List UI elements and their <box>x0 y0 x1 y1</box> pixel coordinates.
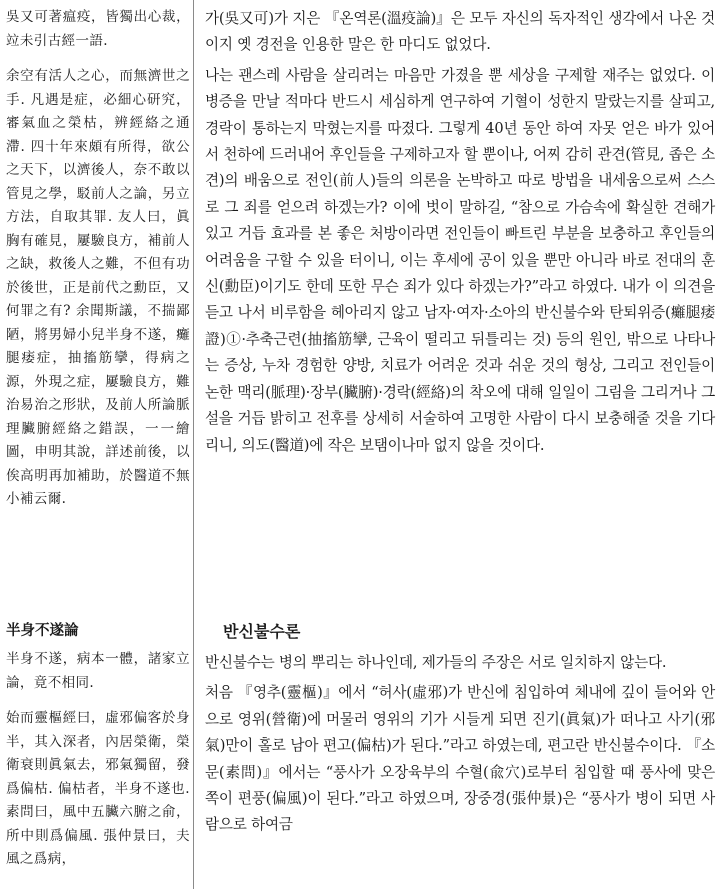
korean-translation-column <box>205 0 715 889</box>
right-paragraph-1: 가(吳又可)가 지은 『온역론(溫疫論)』은 모두 자신의 독자적인 생각에서 나온 것이지 옛 경전을 인용한 말은 한 마디도 없었다. <box>205 10 715 54</box>
left-top-block <box>6 6 190 524</box>
left-bottom-block <box>6 620 190 884</box>
right-paragraph-4: 처음 『영추(靈樞)』에서 “허사(虛邪)가 반신에 침입하여 체내에 깊이 들어와 안으로 영위(營衛)에 머물러 영위의 기가 시들게 되면 진기(眞氣)가 떠나고 사기(邪氣)만이 홀로 남아 편고(偏枯)가 된다.”라고 하였는데, 편고란 반신불수이다. 『소문(素問)』에서는 “풍사가 오장육부의 수혈(兪穴)로부터 침입할 때 풍사에 맞은 쪽이 편풍(偏風)이 된다.”라고 하였으며, 장중경(張仲景)은 “풍사가 병이 되면 사람으로 하여금 <box>205 684 715 834</box>
right-bottom-block <box>205 620 715 843</box>
left-paragraph-2: 余空有活人之心，而無濟世之手. 凡遇是症，必細心研究，審氣血之榮枯，辨經絡之通滯. 四十年來頗有所得，欲公之天下，以濟後人，奈不敢以管見之學，駁前人之論，另立方法，自取其罪. 友人曰，眞胸有確見，屢驗良方，補前人之缺，救後人之難，不但有功於後世，正是前代之勳臣，又何罪之有? 余聞斯議，不揣鄙陋，將男婦小兒半身不遂，癱腿痿症，抽搐筋攣，得病之源，外現之症，屢驗良方，難治易治之形狀，及前人所論脈理臟腑經絡之錯誤，一一繪圖，申明其說，詳述前後，以俟高明再加補助，於醫道不無小補云爾. <box>6 68 190 507</box>
right-section-title: 반신불수론 <box>223 622 301 641</box>
left-paragraph-4: 始而靈樞經曰，虛邪偏客於身半，其入深者，內居榮衛，榮衛衰則眞氣去，邪氣獨留，發爲偏枯. 偏枯者，半身不遂也. 素問曰，風中五臟六腑之俞，所中則爲偏風. 張仲景曰，夫風之爲病， <box>6 710 190 867</box>
left-paragraph-1: 吳又可著瘟疫，皆獨出心裁，竝未引古經一語. <box>6 9 190 49</box>
right-paragraph-3: 반신불수는 병의 뿌리는 하나인데, 제가들의 주장은 서로 일치하지 않는다. <box>205 654 667 671</box>
left-paragraph-3: 半身不遂，病本一體，諸家立論，竟不相同. <box>6 651 190 691</box>
left-section-title: 半身不遂論 <box>6 622 79 639</box>
classical-chinese-column <box>0 0 194 889</box>
right-paragraph-2: 나는 괜스레 사람을 살리려는 마음만 가졌을 뿐 세상을 구제할 재주는 없었다. 이 병증을 만날 적마다 반드시 세심하게 연구하여 기혈이 성한지 말랐는지를 살피고, 경락이 통하는지 막혔는지를 따졌다. 그렇게 40년 동안 하여 자못 얻은 바가 있어서 천하에 드러내어 후인들을 구제하고자 할 뿐이나, 어찌 감히 관견(管見, 좁은 소견)의 배움으로 전인(前人)들의 의론을 논박하고 따로 방법을 내세움으로써 스스로 그 죄를 얻으려 하겠는가? 이에 벗이 말하길, “참으로 가슴속에 확실한 견해가 있고 거듭 효과를 본 좋은 처방이라면 전인들이 빠트린 부분을 보충하고 후인들의 어려움을 구할 수 있을 터이니, 이는 후세에 공이 있을 뿐만 아니라 바로 전대의 훈신(勳臣)이기도 한데 또한 무슨 죄가 있다 하겠는가?”라고 하였다. 내가 이 의견을 듣고 나서 비루함을 헤아리지 않고 남자·여자·소아의 반신불수와 탄퇴위증(癱腿痿證)①·추축근련(抽搐筋攣, 근육이 떨리고 뒤틀리는 것) 등의 원인, 밖으로 나타나는 증상, 누차 경험한 양방, 치료가 어려운 것과 쉬운 것의 형상, 그리고 전인들이 논한 맥리(脈理)·장부(臟腑)·경락(經絡)의 착오에 대해 일일이 그림을 그리거나 그 설을 거듭 밝히고 전후를 상세히 서술하여 고명한 사람이 다시 보충해줄 것을 기다리니, 의도(醫道)에 작은 보탬이나마 없지 않을 것이다. <box>205 66 715 454</box>
right-top-block <box>205 6 715 463</box>
